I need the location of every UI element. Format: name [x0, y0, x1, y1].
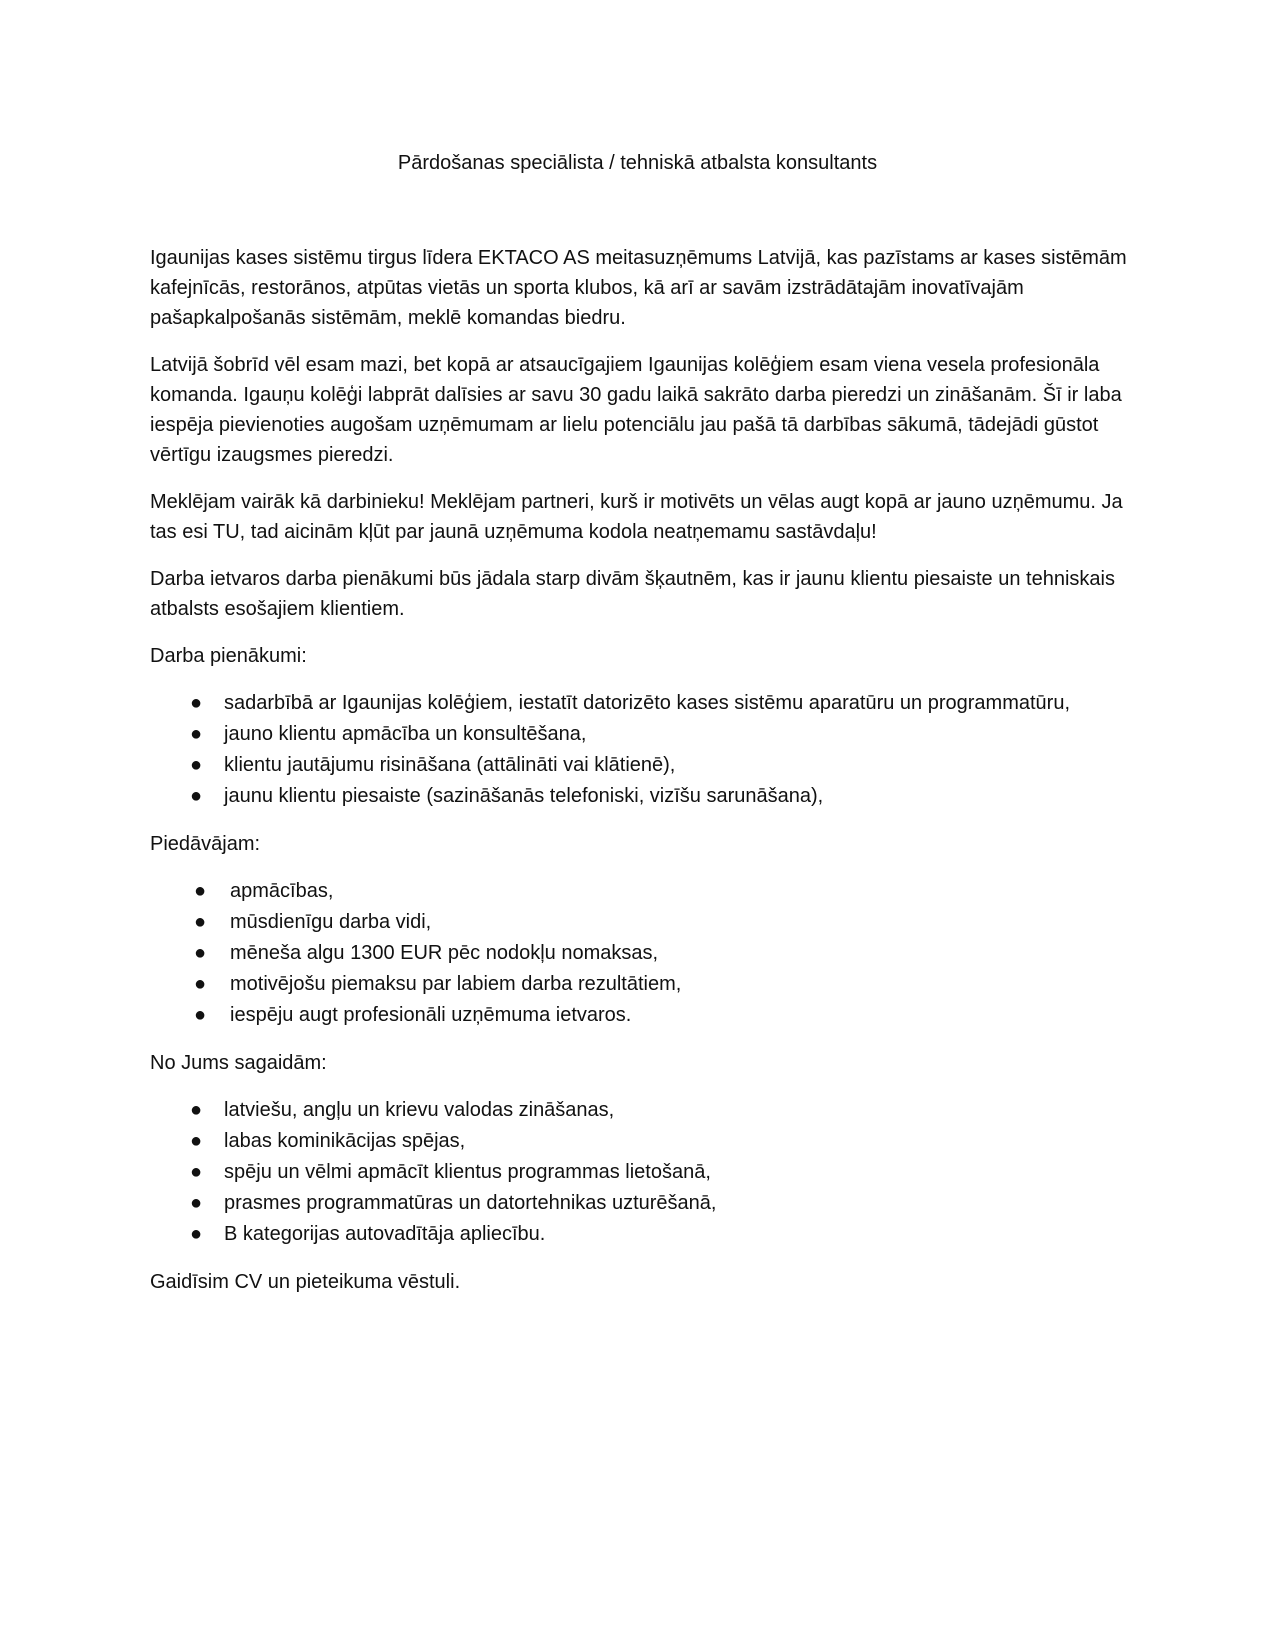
list-item: [150, 969, 1130, 1000]
list-item: [150, 1188, 1130, 1219]
document-title: Pārdošanas speciālista / tehniskā atbalsta konsultants: [397, 152, 878, 174]
list-item-text: B kategorijas autovadītāja apliecību.: [224, 1223, 546, 1245]
closing-line: Gaidīsim CV un pieteikuma vēstuli.: [150, 1271, 461, 1293]
list-item-text: labas kominikācijas spējas,: [224, 1130, 466, 1152]
list-item: [150, 1157, 1130, 1188]
list-item: [150, 750, 1130, 781]
offers-label: Piedāvājam:: [150, 833, 261, 855]
bullet-icon: ●: [194, 911, 207, 933]
list-item: [150, 1219, 1130, 1250]
list-item-text: klientu jautājumu risināšana (attālināti vai klātienē),: [224, 754, 676, 776]
offers-list: [150, 876, 1130, 1031]
bullet-icon: ●: [190, 1130, 203, 1152]
list-item-text: latviešu, angļu un krievu valodas zināšanas,: [224, 1099, 615, 1121]
bullet-icon: ●: [190, 1192, 203, 1214]
list-item-text: jauno klientu apmācība un konsultēšana,: [224, 723, 587, 745]
list-item-text: jaunu klientu piesaiste (sazināšanās telefoniski, vizīšu sarunāšana),: [224, 785, 824, 807]
list-item: [150, 688, 1130, 719]
duties-split-paragraph: Darba ietvaros darba pienākumi būs jādala starp divām šķautnēm, kas ir jaunu klientu piesaiste un tehniskais atbalsts esošajiem klientiem.: [150, 568, 1115, 620]
duties-list: [150, 688, 1130, 812]
team-paragraph: Latvijā šobrīd vēl esam mazi, bet kopā ar atsaucīgajiem Igaunijas kolēģiem esam viena vesela profesionāla komanda. Igauņu kolēģi labprāt dalīsies ar savu 30 gadu laikā sakrāto darba pieredzi un zināšanām. Šī ir laba iespēja pievienoties augošam uzņēmumam ar lielu potenciālu jau pašā tā darbības sākumā, tādejādi gūstot vērtīgu izaugsmes pieredzi.: [150, 354, 1122, 466]
list-item: [150, 781, 1130, 812]
list-item: [150, 1095, 1130, 1126]
list-item-text: iespēju augt profesionāli uzņēmuma ietvaros.: [230, 1004, 632, 1026]
bullet-icon: ●: [194, 880, 207, 902]
requirements-label: No Jums sagaidām:: [150, 1052, 327, 1074]
list-item: [150, 719, 1130, 750]
bullet-icon: ●: [190, 1223, 203, 1245]
bullet-icon: ●: [190, 785, 203, 807]
bullet-icon: ●: [190, 754, 203, 776]
list-item-text: spēju un vēlmi apmācīt klientus programmas lietošanā,: [224, 1161, 711, 1183]
list-item-text: mūsdienīgu darba vidi,: [230, 911, 432, 933]
list-item: [150, 1000, 1130, 1031]
bullet-icon: ●: [194, 973, 207, 995]
bullet-icon: ●: [194, 942, 207, 964]
list-item-text: prasmes programmatūras un datortehnikas uzturēšanā,: [224, 1192, 717, 1214]
list-item-text: motivējošu piemaksu par labiem darba rezultātiem,: [230, 973, 682, 995]
bullet-icon: ●: [190, 723, 203, 745]
requirements-list: [150, 1095, 1130, 1250]
intro-paragraph: Igaunijas kases sistēmu tirgus līdera EKTACO AS meitasuzņēmums Latvijā, kas pazīstams ar kases sistēmām kafejnīcās, restorānos, atpūtas vietās un sporta klubos, kā arī ar savām izstrādātajām inovatīvajām pašapkalpošanās sistēmām, meklē komandas biedru.: [150, 247, 1127, 329]
bullet-icon: ●: [190, 1099, 203, 1121]
bullet-icon: ●: [190, 1161, 203, 1183]
list-item: [150, 938, 1130, 969]
list-item-text: sadarbībā ar Igaunijas kolēģiem, iestatīt datorizēto kases sistēmu aparatūru un programmatūru,: [224, 692, 1070, 714]
bullet-icon: ●: [190, 692, 203, 714]
list-item: [150, 876, 1130, 907]
list-item: [150, 1126, 1130, 1157]
list-item-text: mēneša algu 1300 EUR pēc nodokļu nomaksas,: [230, 942, 659, 964]
duties-label: Darba pienākumi:: [150, 645, 307, 667]
list-item: [150, 907, 1130, 938]
bullet-icon: ●: [194, 1004, 207, 1026]
document-body: [150, 243, 1130, 1314]
list-item-text: apmācības,: [230, 880, 334, 902]
partner-paragraph: Meklējam vairāk kā darbinieku! Meklējam partneri, kurš ir motivēts un vēlas augt kopā ar jauno uzņēmumu. Ja tas esi TU, tad aicinām kļūt par jaunā uzņēmuma kodola neatņemamu sastāvdaļu!: [150, 491, 1123, 543]
